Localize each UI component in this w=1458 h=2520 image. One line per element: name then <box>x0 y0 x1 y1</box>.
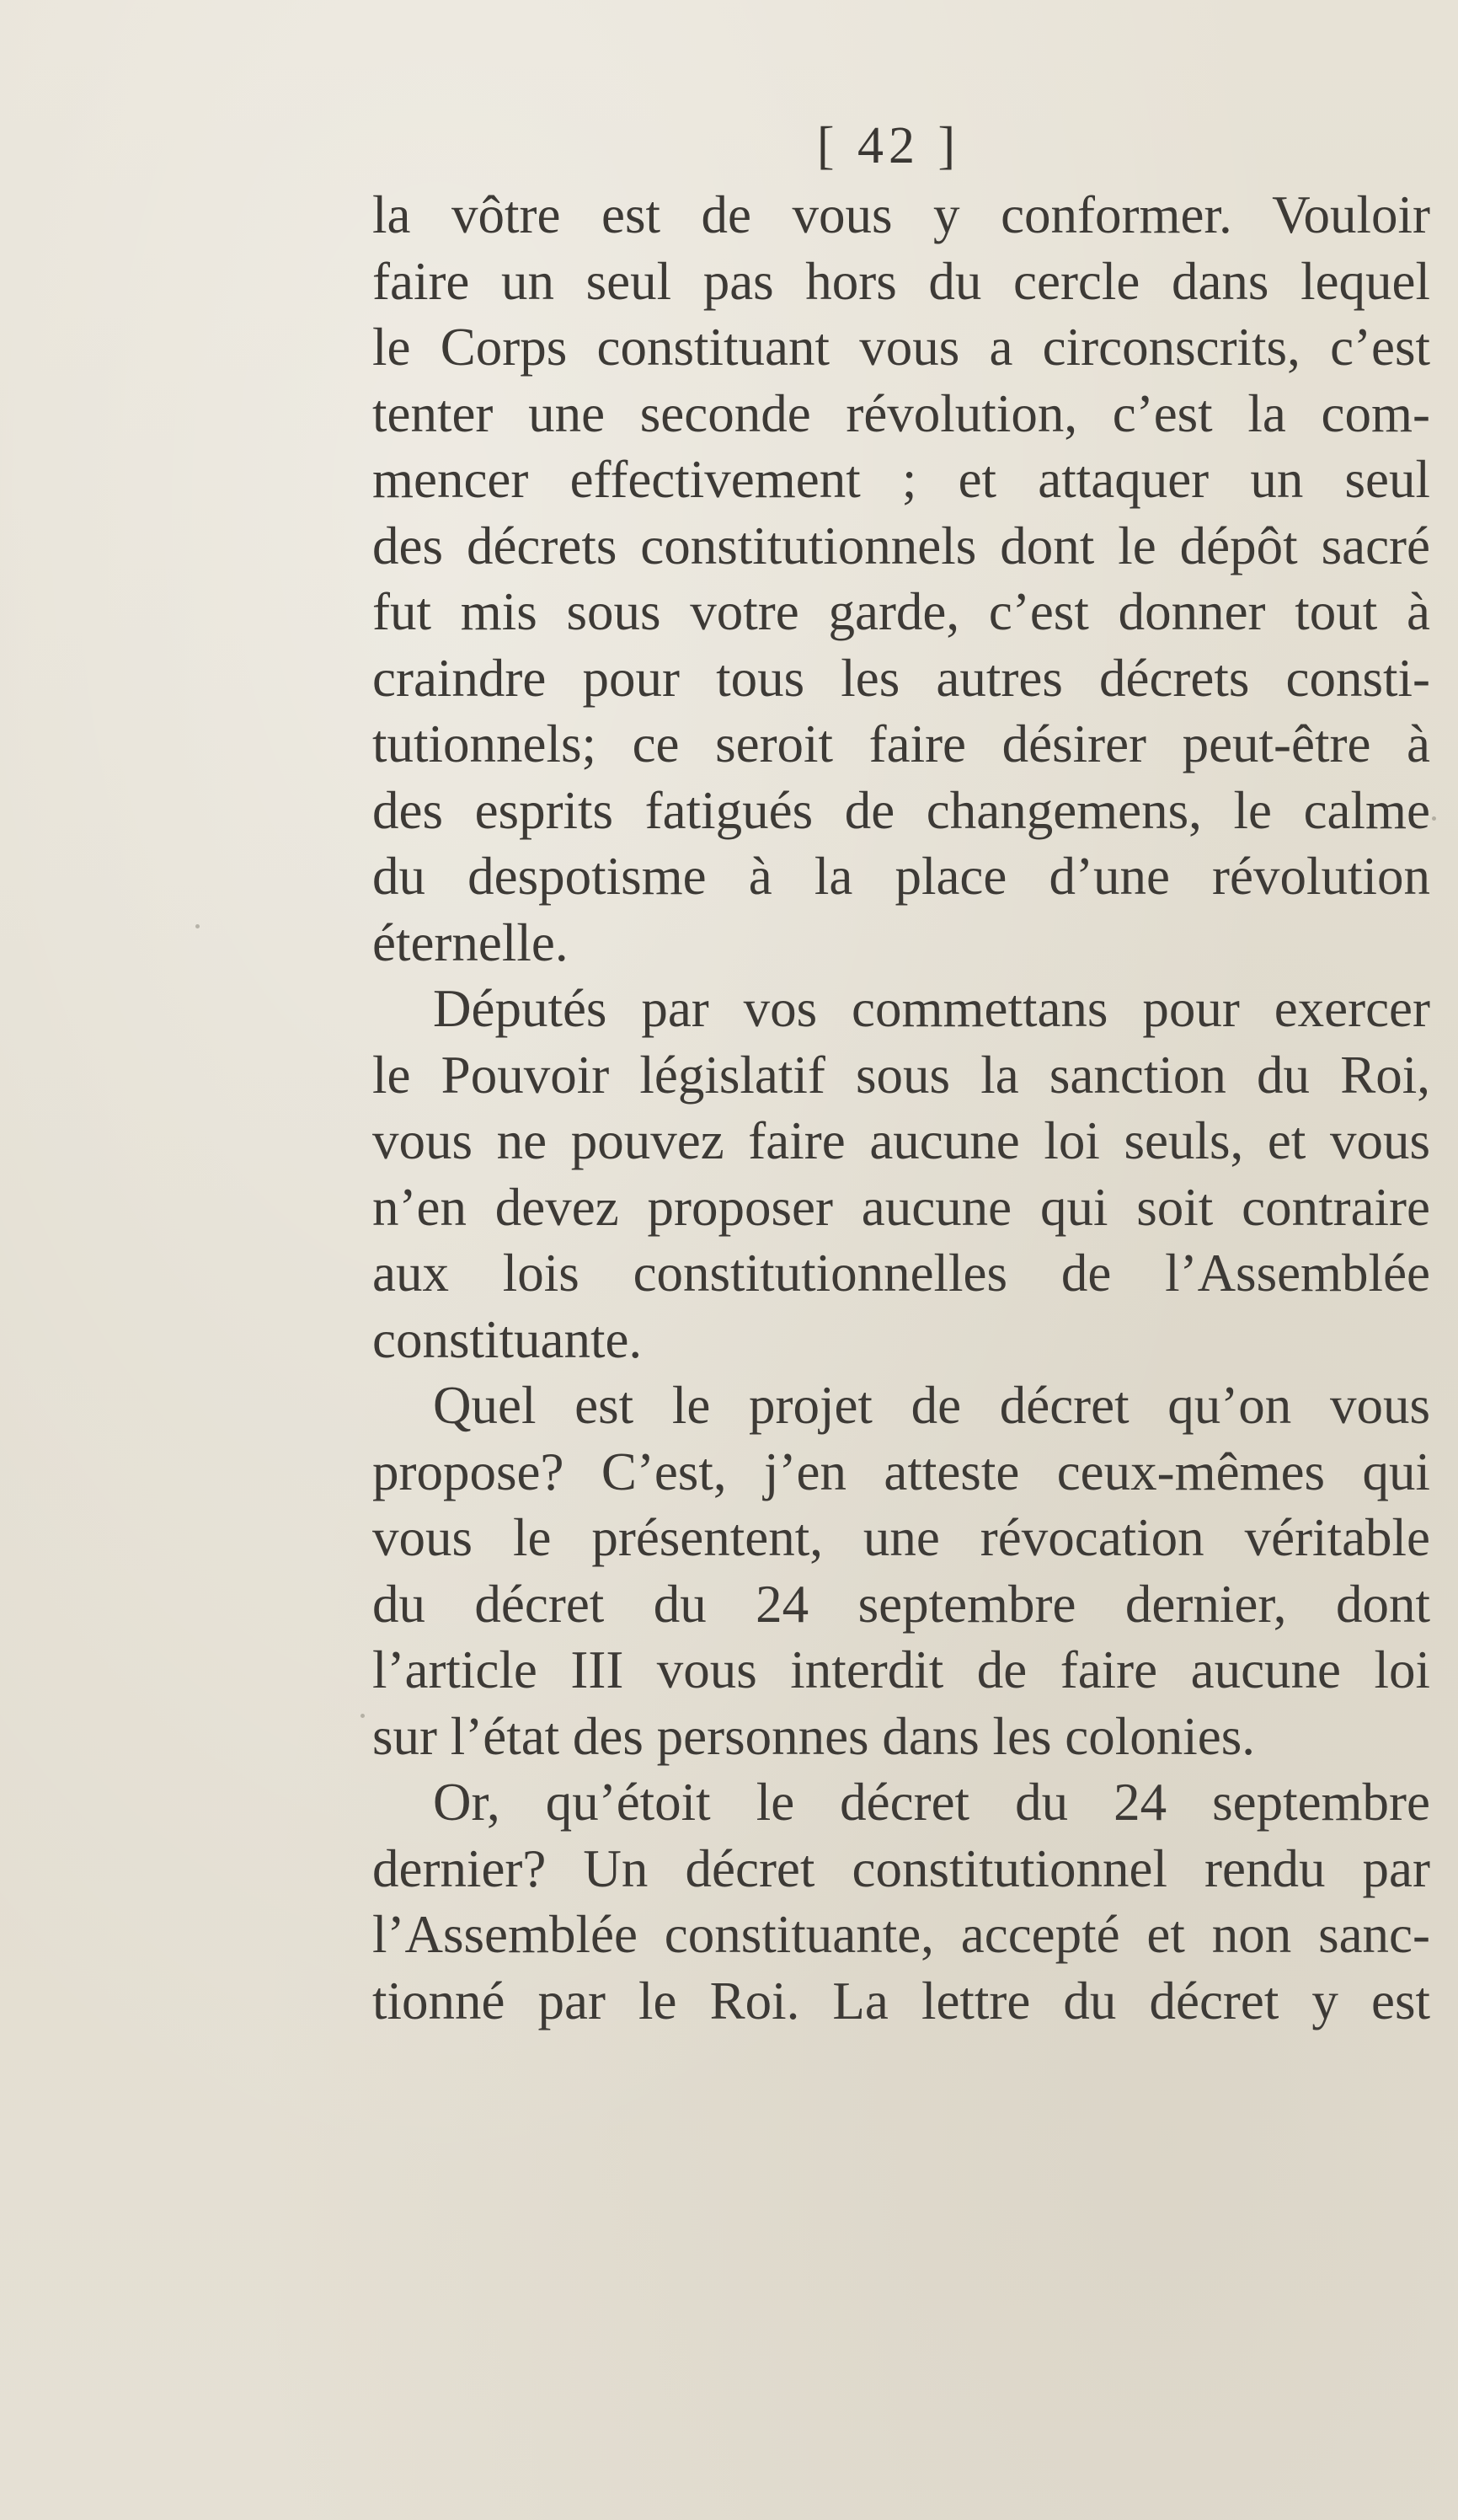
text-line: le Pouvoir législatif sous la sanction du Roi, <box>372 1045 1430 1105</box>
text-line: la vôtre est de vous y conformer. Vouloir <box>372 185 1430 244</box>
text-line: l’article III vous interdit de faire aucune loi <box>372 1640 1430 1699</box>
text-line: tenter une seconde révolution, c’est la com- <box>372 383 1430 443</box>
paper-speck <box>195 924 200 928</box>
paper-speck <box>360 1714 365 1718</box>
text-line: sur l’état des personnes dans les colonies. <box>372 1706 1255 1766</box>
text-line: des esprits fatigués de changemens, le calme <box>372 780 1430 840</box>
text-line: vous ne pouvez faire aucune loi seuls, et vous <box>372 1111 1430 1170</box>
body-text <box>372 182 1430 2034</box>
text-line: fut mis sous votre garde, c’est donner tout à <box>372 582 1430 641</box>
text-line: du décret du 24 septembre dernier, dont <box>372 1574 1430 1634</box>
text-line: n’en devez proposer aucune qui soit contraire <box>372 1177 1430 1237</box>
text-line: vous le présentent, une révocation véritable <box>372 1508 1430 1567</box>
paragraph-start-line: Quel est le projet de décret qu’on vous <box>433 1376 1430 1435</box>
text-line: mencer effectivement ; et attaquer un seul <box>372 450 1430 509</box>
paragraph-start-line: Députés par vos commettans pour exercer <box>433 979 1430 1038</box>
text-line: des décrets constitutionnels dont le dépôt sacré <box>372 516 1430 575</box>
text-line: l’Assemblée constituante, accepté et non sanc- <box>372 1905 1430 1964</box>
page-number: [ 42 ] <box>816 117 961 174</box>
text-line: aux lois constitutionnelles de l’Assemblée <box>372 1244 1430 1303</box>
paragraph-start-line: Or, qu’étoit le décret du 24 septembre <box>433 1773 1430 1832</box>
text-line: constituante. <box>372 1309 643 1369</box>
text-line: le Corps constituant vous a circonscrits, c’est <box>372 318 1430 377</box>
text-line: tionné par le Roi. La lettre du décret y est <box>372 1971 1430 2030</box>
text-line: propose? C’est, j’en atteste ceux-mêmes qui <box>372 1442 1430 1501</box>
text-line: tutionnels; ce seroit faire désirer peut-être à <box>372 714 1430 773</box>
text-line: faire un seul pas hors du cercle dans lequel <box>372 251 1430 311</box>
text-line: du despotisme à la place d’une révolution <box>372 847 1430 906</box>
text-line: dernier? Un décret constitutionnel rendu par <box>372 1838 1430 1898</box>
text-line: craindre pour tous les autres décrets consti- <box>372 648 1430 708</box>
paper-speck <box>1432 816 1436 821</box>
text-line: éternelle. <box>372 912 569 972</box>
